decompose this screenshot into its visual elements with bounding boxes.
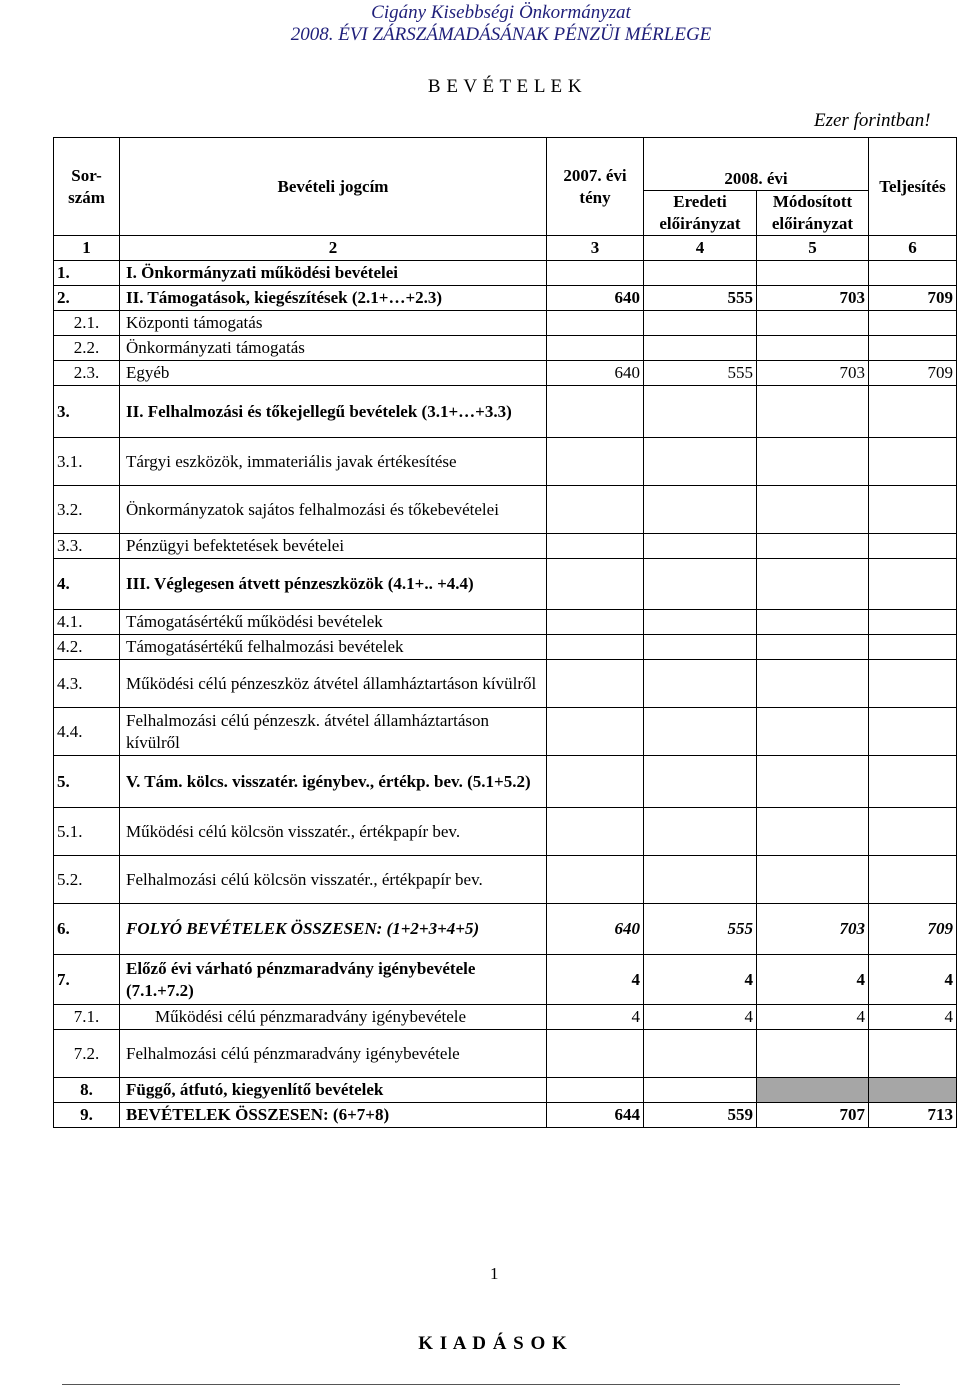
value-v2007 <box>547 660 644 708</box>
row-label: Tárgyi eszközök, immateriális javak értékesítése <box>120 438 547 486</box>
header-2008: 2008. évi <box>644 138 869 191</box>
value-modositott: 703 <box>757 286 869 311</box>
value-teljesites <box>869 336 957 361</box>
value-eredeti <box>644 336 757 361</box>
value-teljesites: 709 <box>869 904 957 955</box>
header-modositott: Módosított előirányzat <box>757 191 869 236</box>
table-row <box>54 1078 957 1103</box>
value-v2007 <box>547 559 644 610</box>
value-v2007: 644 <box>547 1103 644 1128</box>
value-eredeti <box>644 610 757 635</box>
value-modositott <box>757 438 869 486</box>
row-number: 2.3. <box>54 361 120 386</box>
value-eredeti <box>644 438 757 486</box>
table-row <box>54 1103 957 1128</box>
row-label: Pénzügyi befektetések bevételei <box>120 534 547 559</box>
row-number: 3.2. <box>54 486 120 534</box>
row-number: 6. <box>54 904 120 955</box>
document-title-line2: 2008. ÉVI ZÁRSZÁMADÁSÁNAK PÉNZÜI MÉRLEGE <box>290 24 712 45</box>
table-row <box>54 904 957 955</box>
value-modositott <box>757 708 869 756</box>
row-label: FOLYÓ BEVÉTELEK ÖSSZESEN: (1+2+3+4+5) <box>120 904 547 955</box>
page-number: 1 <box>490 1264 499 1283</box>
value-teljesites <box>869 808 957 856</box>
value-v2007 <box>547 261 644 286</box>
header-2007: 2007. évi tény <box>547 138 644 236</box>
row-label: Felhalmozási célú kölcsön visszatér., értékpapír bev. <box>120 856 547 904</box>
value-eredeti <box>644 1030 757 1078</box>
col-number: 5 <box>757 236 869 261</box>
table-row <box>54 955 957 1005</box>
document-title-line1: Cigány Kisebbségi Önkormányzat <box>371 2 631 23</box>
value-eredeti <box>644 311 757 336</box>
row-number: 5.1. <box>54 808 120 856</box>
value-eredeti: 4 <box>644 955 757 1005</box>
value-teljesites: 709 <box>869 361 957 386</box>
value-modositott: 703 <box>757 904 869 955</box>
row-number: 4.1. <box>54 610 120 635</box>
header-sorszam: Sor-szám <box>54 138 120 236</box>
row-label: Működési célú pénzeszköz átvétel államháztartáson kívülről <box>120 660 547 708</box>
value-eredeti <box>644 559 757 610</box>
value-eredeti <box>644 756 757 808</box>
value-eredeti <box>644 856 757 904</box>
value-v2007 <box>547 856 644 904</box>
row-label: I. Önkormányzati működési bevételei <box>120 261 547 286</box>
value-modositott <box>757 808 869 856</box>
value-v2007 <box>547 438 644 486</box>
table-row <box>54 610 957 635</box>
table-row <box>54 559 957 610</box>
value-modositott: 4 <box>757 955 869 1005</box>
value-v2007 <box>547 635 644 660</box>
footer-divider <box>62 1384 900 1385</box>
col-number: 4 <box>644 236 757 261</box>
value-teljesites <box>869 1030 957 1078</box>
row-label: Működési célú pénzmaradvány igénybevétele <box>120 1005 547 1030</box>
value-modositott <box>757 660 869 708</box>
row-label: Felhalmozási célú pénzeszk. átvétel államháztartáson kívülről <box>120 708 547 756</box>
table-row <box>54 534 957 559</box>
value-v2007: 640 <box>547 361 644 386</box>
value-v2007 <box>547 708 644 756</box>
value-v2007 <box>547 610 644 635</box>
value-eredeti <box>644 534 757 559</box>
row-label: Önkormányzati támogatás <box>120 336 547 361</box>
row-label: Működési célú kölcsön visszatér., értékpapír bev. <box>120 808 547 856</box>
table-row <box>54 286 957 311</box>
section-heading-kiadasok: K I A D Á S O K <box>418 1333 568 1354</box>
value-v2007 <box>547 486 644 534</box>
row-label: Egyéb <box>120 361 547 386</box>
header-teljesites: Teljesítés <box>869 138 957 236</box>
row-label: V. Tám. kölcs. visszatér. igénybev., értékp. bev. (5.1+5.2) <box>120 756 547 808</box>
value-eredeti: 555 <box>644 361 757 386</box>
value-teljesites <box>869 534 957 559</box>
value-teljesites <box>869 386 957 438</box>
value-v2007: 4 <box>547 955 644 1005</box>
table-row <box>54 311 957 336</box>
table-row <box>54 1030 957 1078</box>
table-row <box>54 808 957 856</box>
row-number: 2.1. <box>54 311 120 336</box>
value-v2007 <box>547 1030 644 1078</box>
row-number: 4.2. <box>54 635 120 660</box>
row-label: Központi támogatás <box>120 311 547 336</box>
value-modositott: 703 <box>757 361 869 386</box>
row-number: 4.4. <box>54 708 120 756</box>
header-jogcim: Bevételi jogcím <box>120 138 547 236</box>
value-teljesites <box>869 559 957 610</box>
value-teljesites <box>869 660 957 708</box>
value-teljesites: 709 <box>869 286 957 311</box>
row-number: 9. <box>54 1103 120 1128</box>
row-label: Függő, átfutó, kiegyenlítő bevételek <box>120 1078 547 1103</box>
table-row <box>54 1005 957 1030</box>
value-modositott: 4 <box>757 1005 869 1030</box>
value-teljesites <box>869 261 957 286</box>
value-modositott <box>757 486 869 534</box>
value-teljesites <box>869 1078 957 1103</box>
table-row <box>54 261 957 286</box>
value-v2007 <box>547 336 644 361</box>
value-teljesites <box>869 438 957 486</box>
row-number: 5. <box>54 756 120 808</box>
table-row <box>54 708 957 756</box>
value-v2007 <box>547 386 644 438</box>
row-label: Támogatásértékű felhalmozási bevételek <box>120 635 547 660</box>
value-eredeti <box>644 808 757 856</box>
value-modositott <box>757 610 869 635</box>
value-modositott <box>757 261 869 286</box>
value-eredeti: 555 <box>644 286 757 311</box>
value-teljesites: 713 <box>869 1103 957 1128</box>
row-label: II. Támogatások, kiegészítések (2.1+…+2.3) <box>120 286 547 311</box>
value-teljesites: 4 <box>869 955 957 1005</box>
table-row <box>54 336 957 361</box>
value-v2007 <box>547 534 644 559</box>
row-label: Támogatásértékű működési bevételek <box>120 610 547 635</box>
value-v2007 <box>547 808 644 856</box>
table-row <box>54 756 957 808</box>
value-v2007 <box>547 1078 644 1103</box>
value-modositott: 707 <box>757 1103 869 1128</box>
row-label: Önkormányzatok sajátos felhalmozási és tőkebevételei <box>120 486 547 534</box>
value-teljesites <box>869 708 957 756</box>
table-row <box>54 486 957 534</box>
row-number: 7.1. <box>54 1005 120 1030</box>
value-eredeti <box>644 486 757 534</box>
value-teljesites <box>869 311 957 336</box>
value-eredeti <box>644 708 757 756</box>
value-eredeti: 555 <box>644 904 757 955</box>
value-v2007 <box>547 311 644 336</box>
row-number: 3.1. <box>54 438 120 486</box>
row-number: 4.3. <box>54 660 120 708</box>
value-modositott <box>757 311 869 336</box>
table-row <box>54 361 957 386</box>
value-modositott <box>757 559 869 610</box>
value-eredeti <box>644 386 757 438</box>
value-eredeti <box>644 660 757 708</box>
row-number: 1. <box>54 261 120 286</box>
column-number-row <box>54 236 957 261</box>
value-v2007: 640 <box>547 904 644 955</box>
value-modositott <box>757 1078 869 1103</box>
row-label: II. Felhalmozási és tőkejellegű bevételek (3.1+…+3.3) <box>120 386 547 438</box>
row-number: 4. <box>54 559 120 610</box>
table-row <box>54 386 957 438</box>
table-row <box>54 856 957 904</box>
value-eredeti <box>644 1078 757 1103</box>
value-teljesites <box>869 635 957 660</box>
row-number: 3. <box>54 386 120 438</box>
value-modositott <box>757 336 869 361</box>
value-modositott <box>757 635 869 660</box>
value-v2007: 4 <box>547 1005 644 1030</box>
section-heading-bevetelek: B E V É T E L E K <box>427 76 583 97</box>
row-number: 2. <box>54 286 120 311</box>
value-v2007 <box>547 756 644 808</box>
row-label: III. Véglegesen átvett pénzeszközök (4.1+.. +4.4) <box>120 559 547 610</box>
col-number: 2 <box>120 236 547 261</box>
value-modositott <box>757 1030 869 1078</box>
revenue-table <box>53 137 957 1128</box>
value-eredeti: 4 <box>644 1005 757 1030</box>
value-modositott <box>757 534 869 559</box>
row-label: Felhalmozási célú pénzmaradvány igénybevétele <box>120 1030 547 1078</box>
row-number: 8. <box>54 1078 120 1103</box>
table-row <box>54 660 957 708</box>
value-teljesites: 4 <box>869 1005 957 1030</box>
value-teljesites <box>869 856 957 904</box>
col-number: 1 <box>54 236 120 261</box>
value-eredeti <box>644 635 757 660</box>
row-number: 7. <box>54 955 120 1005</box>
table-row <box>54 635 957 660</box>
row-number: 2.2. <box>54 336 120 361</box>
col-number: 6 <box>869 236 957 261</box>
unit-note: Ezer forintban! <box>814 110 931 131</box>
row-label: Előző évi várható pénzmaradvány igénybevétele (7.1.+7.2) <box>120 955 547 1005</box>
value-eredeti: 559 <box>644 1103 757 1128</box>
col-number: 3 <box>547 236 644 261</box>
row-number: 7.2. <box>54 1030 120 1078</box>
value-v2007: 640 <box>547 286 644 311</box>
value-teljesites <box>869 610 957 635</box>
value-teljesites <box>869 756 957 808</box>
value-modositott <box>757 756 869 808</box>
row-number: 3.3. <box>54 534 120 559</box>
value-eredeti <box>644 261 757 286</box>
value-teljesites <box>869 486 957 534</box>
row-label: BEVÉTELEK ÖSSZESEN: (6+7+8) <box>120 1103 547 1128</box>
value-modositott <box>757 386 869 438</box>
table-row <box>54 438 957 486</box>
value-modositott <box>757 856 869 904</box>
header-eredeti: Eredeti előirányzat <box>644 191 757 236</box>
row-number: 5.2. <box>54 856 120 904</box>
